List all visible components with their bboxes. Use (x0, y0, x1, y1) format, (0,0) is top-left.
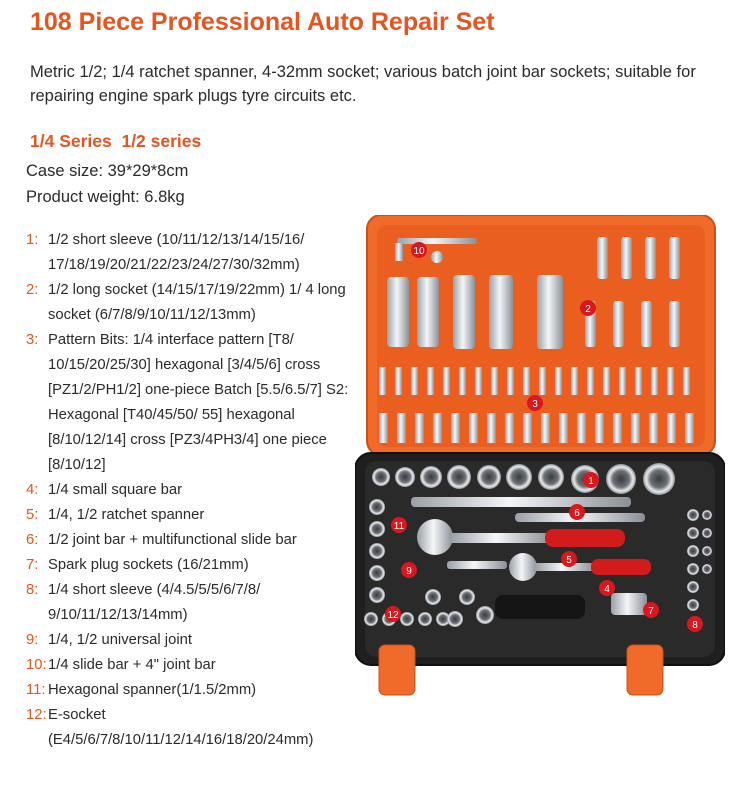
item-number: 3: (26, 332, 39, 348)
list-item (26, 578, 366, 628)
marker-label: 3 (532, 399, 538, 410)
item-text: E-socket (E4/5/6/7/8/10/11/12/14/16/18/20/24mm) (48, 707, 314, 748)
list-item (26, 653, 366, 678)
item-text: 1/2 long socket (14/15/17/19/22mm) 1/ 4 long socket (6/7/8/9/10/11/12/13mm) (48, 282, 346, 323)
page-title: 108 Piece Professional Auto Repair Set (30, 8, 495, 36)
marker-label: 5 (566, 555, 572, 566)
description: Metric 1/2; 1/4 ratchet spanner, 4-32mm socket; various batch joint bar sockets; suitable for repairing engine spark plugs tyre circuits etc. (30, 63, 696, 105)
item-text: 1/2 short sleeve (10/11/12/13/14/15/16/ 17/18/19/20/21/22/23/24/27/30/32mm) (48, 232, 305, 273)
item-number: 1: (26, 232, 39, 248)
item-text: Pattern Bits: 1/4 interface pattern [T8/ 10/15/20/25/30] hexagonal [3/4/5/6] cross [PZ1/2/PH1/2] one-piece Batch [5.5/6.5/7] S2: Hexagonal [T40/45/50/ 55] hexagonal [8/10/12/14] cross [PZ3/4PH3/4] one piece [8/10/12] (48, 332, 349, 473)
list-item (26, 678, 366, 703)
marker-label: 12 (387, 610, 399, 621)
item-number: 6: (26, 532, 39, 548)
latch-right (627, 645, 663, 695)
item-number: 2: (26, 282, 39, 298)
item-text: Hexagonal spanner(1/1.5/2mm) (48, 682, 257, 698)
item-number: 7: (26, 557, 39, 573)
item-number: 12: (26, 707, 47, 723)
list-item (26, 628, 366, 653)
list-item (26, 278, 366, 328)
series-heading: 1/4 Series 1/2 series (30, 131, 202, 151)
item-text: 1/4 small square bar (48, 482, 183, 498)
latch-left (379, 645, 415, 695)
component-list (26, 228, 366, 753)
marker-label: 1 (588, 476, 594, 487)
marker-label: 4 (604, 584, 610, 595)
marker-label: 11 (393, 521, 405, 532)
marker-label: 10 (413, 246, 425, 257)
case-size: Case size: 39*29*8cm (26, 162, 189, 180)
marker-label: 8 (692, 620, 698, 631)
list-item (26, 228, 366, 278)
item-text: 1/2 joint bar + multifunctional slide bar (48, 532, 297, 548)
list-item (26, 503, 366, 528)
item-text: 1/4 slide bar + 4" joint bar (48, 657, 216, 673)
item-text: Spark plug sockets (16/21mm) (48, 557, 249, 573)
marker-label: 2 (585, 304, 591, 315)
marker-label: 6 (574, 508, 580, 519)
marker-label: 9 (406, 566, 412, 577)
list-item (26, 553, 366, 578)
list-item (26, 703, 366, 753)
list-item (26, 528, 366, 553)
item-number: 11: (26, 682, 46, 698)
item-number: 10: (26, 657, 47, 673)
item-number: 4: (26, 482, 39, 498)
item-text: 1/4, 1/2 universal joint (48, 632, 192, 648)
list-item (26, 478, 366, 503)
item-text: 1/4, 1/2 ratchet spanner (48, 507, 205, 523)
list-item (26, 328, 366, 478)
item-number: 5: (26, 507, 39, 523)
item-number: 8: (26, 582, 39, 598)
marker-label: 7 (648, 606, 654, 617)
tool-case-photo (355, 215, 725, 785)
item-text: 1/4 short sleeve (4/4.5/5/5/6/7/8/ 9/10/11/12/13/14mm) (48, 582, 261, 623)
product-weight: Product weight: 6.8kg (26, 188, 185, 206)
item-number: 9: (26, 632, 39, 648)
